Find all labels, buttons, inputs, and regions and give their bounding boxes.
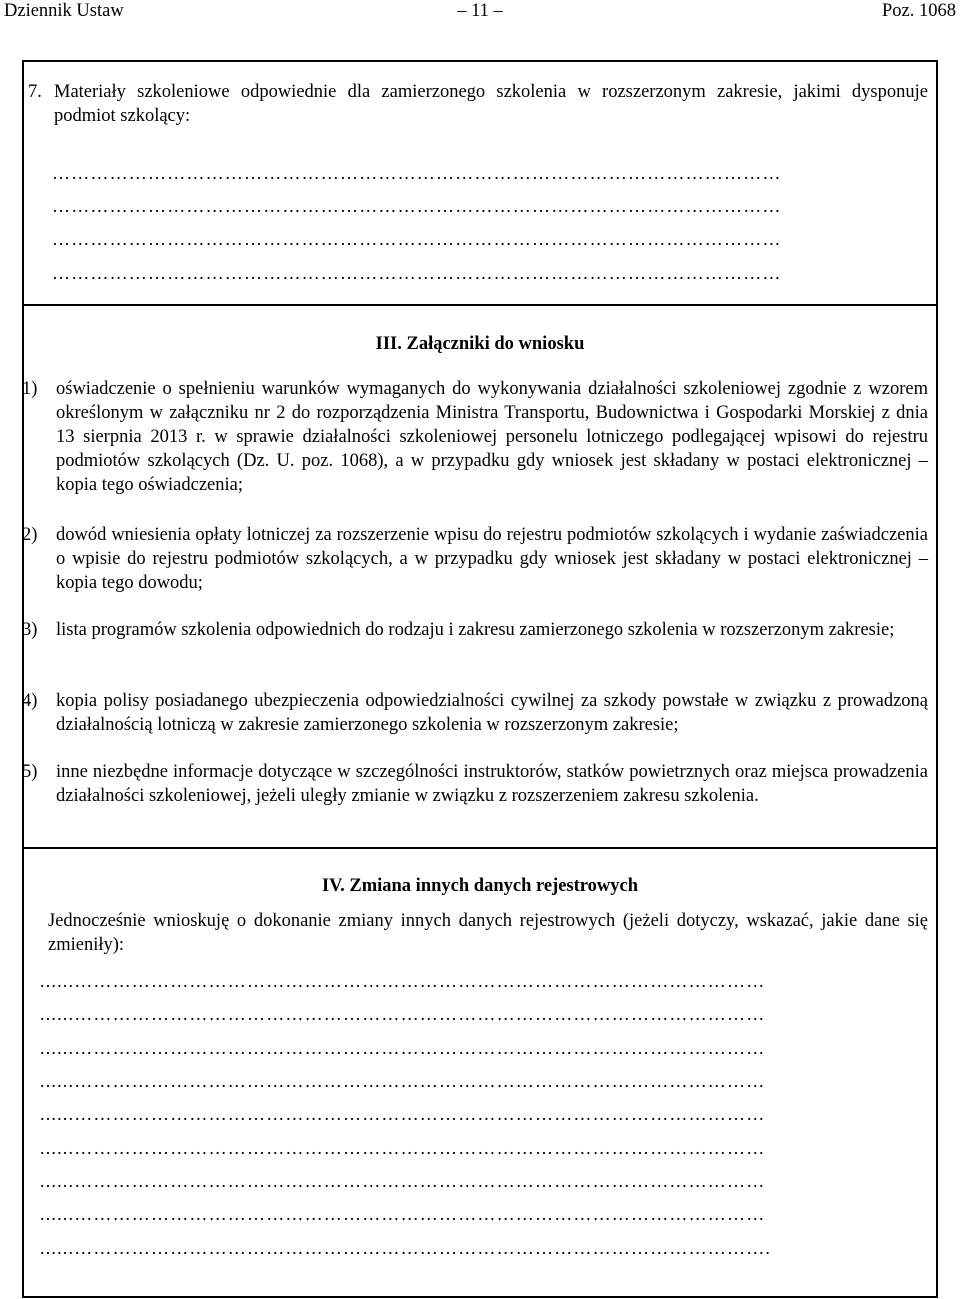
- answer-dotted-line[interactable]: ......………………………………………………………………………………………………: [40, 1038, 766, 1058]
- answer-dotted-line[interactable]: ......………………………………………………………………………………………………: [40, 1004, 766, 1024]
- answer-dotted-line[interactable]: ……………………………………………………………………………………………………: [52, 163, 782, 183]
- item-number: 7.: [28, 82, 42, 102]
- attachments-title: III. Załączniki do wniosku: [375, 334, 585, 354]
- answer-dotted-line[interactable]: ......………………………………………………………………………………………………: [40, 1204, 766, 1224]
- page-number: – 11 –: [457, 1, 503, 21]
- attachment-item: dowód wniesienia opłaty lotniczej za rozszerzenie wpisu do rejestru podmiotów szkolących i wydanie zaświadczenia o wpisie do rejestru podmiotów szkolących, a w przypadku gdy wniosek jest składany w postaci elektronicznej – kopia tego dowodu;: [56, 525, 928, 593]
- answer-dotted-line[interactable]: ……………………………………………………………………………………………………: [52, 196, 782, 216]
- list-number: 5): [22, 762, 38, 782]
- answer-dotted-line[interactable]: ……………………………………………………………………………………………………: [52, 229, 782, 249]
- answer-dotted-line[interactable]: ......………………………………………………………………………………………………: [40, 1138, 766, 1158]
- registry-changes-title: IV. Zmiana innych danych rejestrowych: [321, 876, 639, 896]
- page-header: [0, 0, 960, 26]
- answer-dotted-line[interactable]: ……………………………………………………………………………………………………: [52, 263, 782, 283]
- list-number: 4): [22, 691, 38, 711]
- list-number: 3): [22, 620, 38, 640]
- answer-dotted-line[interactable]: ......……………………………………………………………………………………………….: [40, 1238, 772, 1258]
- answer-dotted-line[interactable]: ......………………………………………………………………………………………………: [40, 1104, 766, 1124]
- answer-dotted-line[interactable]: ......………………………………………………………………………………………………: [40, 1171, 766, 1191]
- attachment-item: oświadczenie o spełnieniu warunków wymaganych do wykonywania działalności szkoleniowej zgodnie z wzorem określonym w załączniku nr 2 do rozporządzenia Ministra Transportu, Budownictwa i Gospodarki Morskiej z dnia 13 sierpnia 2013 r. w sprawie działalności szkoleniowej personelu lotniczego podlegającej wpisowi do rejestru podmiotów szkolących (Dz. U. poz. 1068), a w przypadku gdy wniosek jest składany w postaci elektronicznej – kopia tego oświadczenia;: [56, 379, 928, 495]
- list-number: 1): [22, 379, 38, 399]
- attachment-item: inne niezbędne informacje dotyczące w szczególności instruktorów, statków powietrznych oraz miejsca prowadzenia działalności szkoleniowej, jeżeli uległy zmianie w związku z rozszerzeniem zakresu szkolenia.: [56, 762, 928, 806]
- attachment-item: kopia polisy posiadanego ubezpieczenia odpowiedzialności cywilnej za szkody powstałe w związku z prowadzoną działalnością lotniczą w zakresie zamierzonego szkolenia w rozszerzonym zakresie;: [56, 691, 928, 735]
- materials-question: Materiały szkoleniowe odpowiednie dla zamierzonego szkolenia w rozszerzonym zakresie, jakimi dysponuje podmiot szkolący:: [54, 82, 928, 126]
- registry-changes-request: Jednocześnie wnioskuję o dokonanie zmiany innych danych rejestrowych (jeżeli dotyczy, wskazać, jakie dane się zmieniły):: [48, 911, 928, 955]
- answer-dotted-line[interactable]: ......………………………………………………………………………………………………: [40, 971, 766, 991]
- answer-dotted-line[interactable]: ......………………………………………………………………………………………………: [40, 1071, 766, 1091]
- journal-title: Dziennik Ustaw: [4, 1, 124, 21]
- list-number: 2): [22, 525, 38, 545]
- attachment-item: lista programów szkolenia odpowiednich do rodzaju i zakresu zamierzonego szkolenia w rozszerzonym zakresie;: [56, 620, 895, 640]
- position-number: Poz. 1068: [882, 1, 956, 21]
